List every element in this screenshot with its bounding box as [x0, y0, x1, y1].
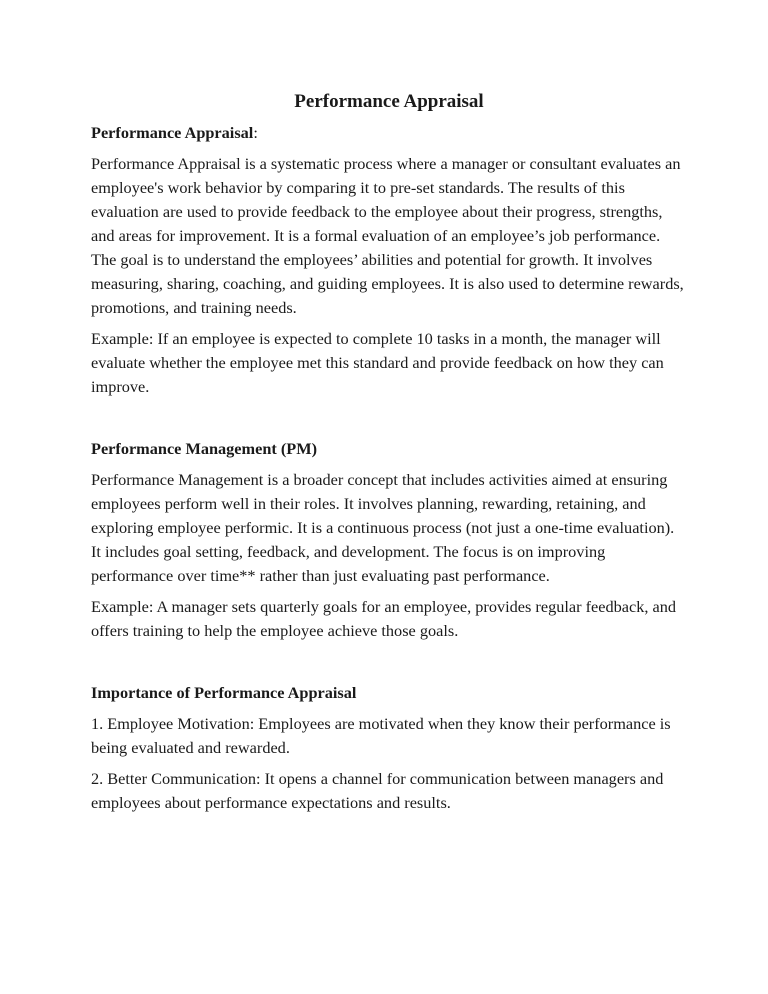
management-example-paragraph: Example: A manager sets quarterly goals for an employee, provides regular feedback, and offers training to help the employee achieve those goals. — [91, 597, 677, 640]
section-heading-importance: Importance of Performance Appraisal — [91, 683, 357, 702]
section-heading-appraisal — [91, 121, 687, 145]
appraisal-example-paragraph: Example: If an employee is expected to complete 10 tasks in a month, the manager will evaluate whether the employee met this standard and provide feedback on how they can improve. — [91, 329, 664, 396]
section-heading-appraisal-text: Performance Appraisal — [91, 123, 254, 142]
importance-item-2: 2. Better Communication: It opens a channel for communication between managers and employees about performance expectations and results. — [91, 769, 664, 812]
section-heading-appraisal-colon: : — [253, 123, 258, 142]
document-page — [91, 88, 687, 822]
management-definition-paragraph: Performance Management is a broader concept that includes activities aimed at ensuring employees perform well in their roles. It involves planning, rewarding, retaining, and exploring employee performic. It is a continuous process (not just a one-time evaluation). It includes goal setting, feedback, and development. The focus is on improving performance over time** rather than just evaluating past performance. — [91, 470, 675, 585]
importance-item-1: 1. Employee Motivation: Employees are motivated when they know their performance is being evaluated and rewarded. — [91, 714, 671, 757]
section-heading-management: Performance Management (PM) — [91, 439, 318, 458]
document-title: Performance Appraisal — [294, 91, 484, 112]
section-spacer — [91, 650, 687, 681]
section-spacer — [91, 406, 687, 437]
appraisal-definition-paragraph: Performance Appraisal is a systematic process where a manager or consultant evaluates an employee's work behavior by comparing it to pre-set standards. The results of this evaluation are used to provide feedback to the employee about their progress, strengths, and areas for improvement. It is a formal evaluation of an employee’s job performance. The goal is to understand the employees’ abilities and potential for growth. It involves measuring, sharing, coaching, and guiding employees. It is also used to determine rewards, promotions, and training needs. — [91, 154, 684, 317]
